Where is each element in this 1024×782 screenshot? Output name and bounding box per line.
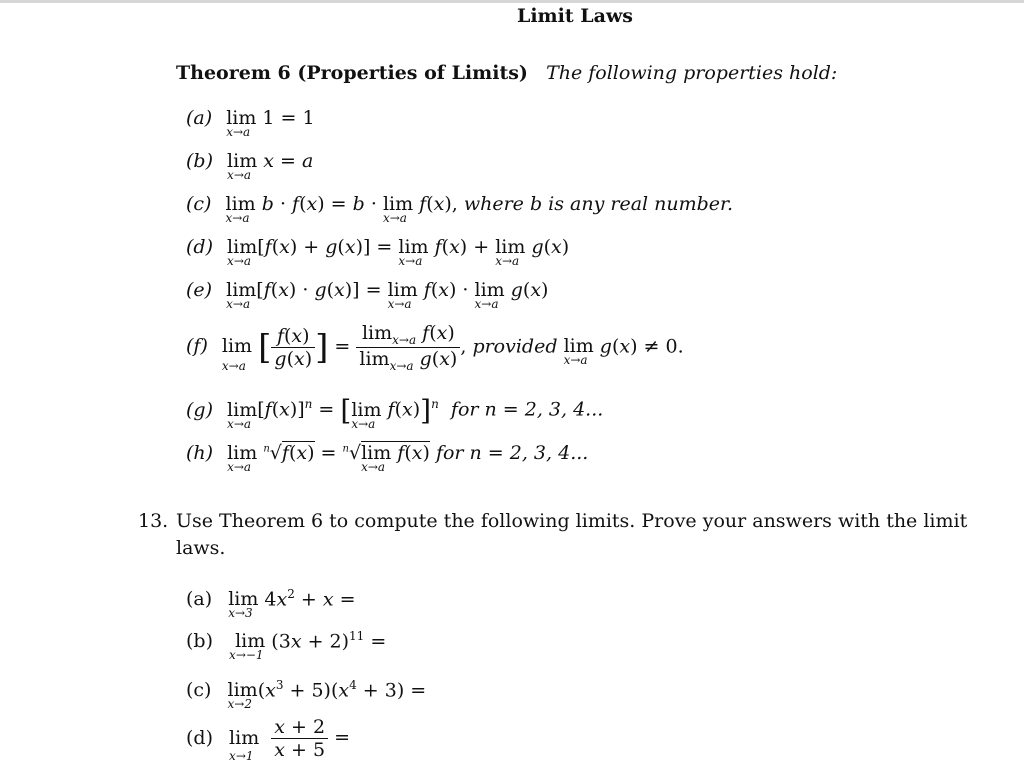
exercise-b: (b) lim x→−1 $(3x + 2)^{11}$ =	[186, 629, 387, 663]
exercise-label: (b)	[186, 630, 213, 653]
property-label: (g)	[186, 398, 213, 421]
exercise-a: (a) lim x→3 $4x^2 + x$ =	[186, 587, 356, 621]
property-b: (b) lim x→a x = a	[186, 150, 314, 182]
theorem-statement: The following properties hold:	[546, 62, 838, 84]
property-note: provided	[472, 335, 558, 358]
exercise-label: (c)	[186, 679, 212, 702]
exercise-c: (c) lim x→2 $(x^3 + 5)(x^4 + 3)$ =	[186, 678, 427, 712]
problem-13	[138, 508, 983, 562]
property-note: where b is any real number.	[463, 193, 734, 215]
property-f: (f) lim x→a [ $\frac{f(x)}{g(x)}$ ] = $\frac{\lim_{x\to a} f(x)}{\lim_{x\to a} g(x)}$ , provided lim x→a g(x) ≠ 0.	[186, 322, 684, 374]
property-label: (e)	[186, 279, 213, 301]
property-d: (d) lim x→a [f(x) + g(x)] = lim x→a f(x) + lim x→a g(x)	[186, 236, 570, 268]
property-label: (b)	[186, 150, 213, 172]
top-border	[0, 0, 1024, 3]
property-note: for n = 2, 3, 4...	[450, 398, 604, 421]
theorem-name: Theorem 6 (Properties of Limits)	[176, 62, 528, 84]
problem-number: 13.	[138, 510, 169, 532]
property-a: (a) lim x→a 1 = 1	[186, 107, 315, 139]
property-label: (d)	[186, 236, 213, 258]
exercise-label: (d)	[186, 726, 213, 749]
page-title: Limit Laws	[516, 5, 633, 27]
property-note: for n = 2, 3, 4...	[435, 442, 589, 464]
property-label: (c)	[186, 193, 212, 215]
property-e: (e) lim x→a [f(x) · g(x)] = lim x→a f(x) · lim x→a g(x)	[186, 279, 549, 311]
property-label: (a)	[186, 107, 213, 129]
theorem-heading	[176, 62, 837, 84]
property-h: (h) lim x→a $^n$√f(x) = $^n$√lim x→a f(x) for n = 2, 3, 4...	[186, 442, 589, 474]
property-g: (g) lim x→a $[f(x)]^n = [\lim$ x→a f(x)]$^n$ for n = 2, 3, 4...	[186, 394, 604, 431]
exercise-d: (d) lim x→1 $\frac{x + 2}{x + 5}$ =	[186, 716, 351, 763]
property-c: (c) lim x→a b · f(x) = b · lim x→a f(x), where b is any real number.	[186, 193, 734, 225]
property-label: (h)	[186, 442, 214, 464]
property-label: (f)	[186, 335, 208, 358]
exercise-label: (a)	[186, 588, 213, 611]
problem-text: Use Theorem 6 to compute the following limits. Prove your answers with the limit laws.	[176, 510, 968, 559]
